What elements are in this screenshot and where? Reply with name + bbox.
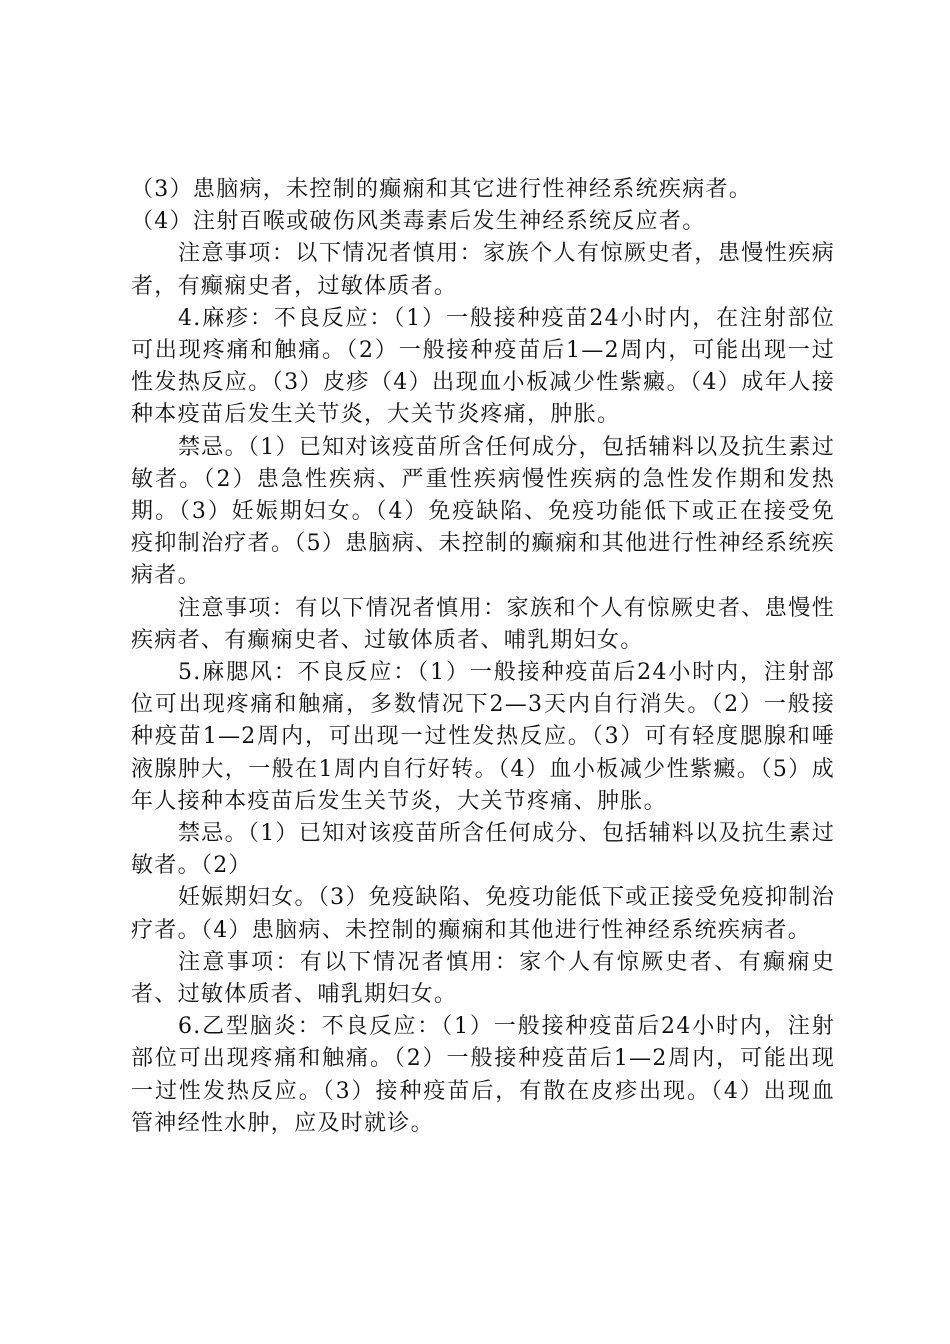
paragraph-mmr-precautions: 注意事项：有以下情况者慎用：家个人有惊厥史者、有癫痫史者、过敏体质者、哺乳期妇女。 (131, 949, 835, 1008)
paragraph-je-adverse-reactions: 6.乙型脑炎：不良反应：（1）一般接种疫苗后24小时内，注射部位可出现疼痛和触痛。（2）一般接种疫苗后1—2周内，可能出现一过性发热反应。（3）接种疫苗后，有散在皮疹出现。（4）出现血管神经性水肿，应及时就诊。 (131, 1014, 835, 1136)
paragraph-mmr-adverse-reactions: 5.麻腮风：不良反应：（1）一般接种疫苗后24小时内，注射部位可出现疼痛和触痛，多数情况下2—3天内自行消失。（2）一般接种疫苗1—2周内，可出现一过性发热反应。（3）可有轻度腮腺和唾液腺肿大，一般在1周内自行好转。（4）血小板减少性紫癜。（5）成年人接种本疫苗后发生关节炎，大关节疼痛、肿胀。 (131, 660, 835, 814)
paragraph-measles-precautions: 注意事项：有以下情况者慎用：家族和个人有惊厥史者、患慢性疾病者、有癫痫史者、过敏体质者、哺乳期妇女。 (131, 595, 835, 653)
paragraph-mmr-contraindications-cont: 妊娠期妇女。（3）免疫缺陷、免疫功能低下或正接受免疫抑制治疗者。（4）患脑病、未控制的癫痫和其他进行性神经系统疾病者。 (131, 885, 835, 943)
paragraph-mmr-contraindications: 禁忌。（1）已知对该疫苗所含任何成分、包括辅料以及抗生素过敏者。（2） (131, 821, 835, 879)
paragraph-measles-contraindications: 禁忌。（1）已知对该疫苗所含任何成分，包括辅料以及抗生素过敏者。（2）患急性疾病、严重性疾病慢性疾病的急性发作期和发热期。（3）妊娠期妇女。（4）免疫缺陷、免疫功能低下或正在接受免疫抑制治疗者。（5）患脑病、未控制的癫痫和其他进行性神经系统疾病者。 (131, 434, 835, 589)
document-body (131, 174, 835, 1140)
paragraph-contraindication-3: （3）患脑病，未控制的癫痫和其它进行性神经系统疾病者。 (131, 177, 753, 202)
paragraph-measles-adverse-reactions: 4.麻疹：不良反应：（1）一般接种疫苗24小时内，在注射部位可出现疼痛和触痛。（2）一般接种疫苗后1—2周内，可能出现一过性发热反应。（3）皮疹（4）出现血小板减少性紫癜。（4）成年人接种本疫苗后发生关节炎，大关节炎疼痛，肿胀。 (131, 305, 835, 428)
paragraph-contraindication-4: （4）注射百喉或破伤风类毒素后发生神经系统反应者。 (131, 209, 706, 235)
paragraph-precautions-1: 注意事项：以下情况者慎用：家族个人有惊厥史者，患慢性疾病者，有癫痫史者，过敏体质者。 (131, 241, 835, 299)
